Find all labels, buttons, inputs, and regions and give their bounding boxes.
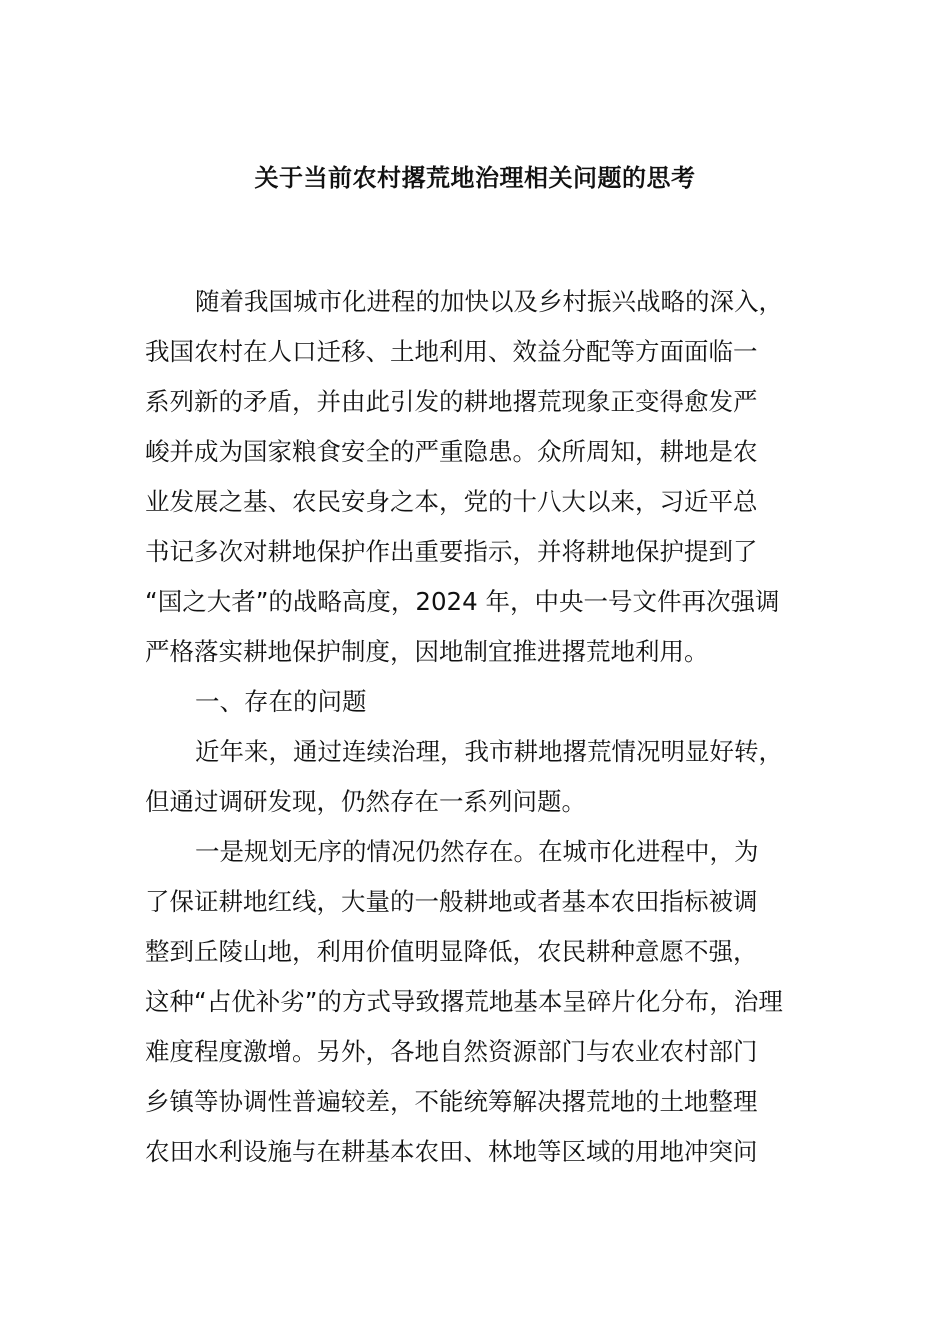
paragraph-line: 峻并成为国家粮食安全的严重隐患。众所周知，耕地是农 xyxy=(145,437,758,466)
paragraph-line: 严格落实耕地保护制度，因地制宜推进撂荒地利用。 xyxy=(145,637,709,666)
paragraph-line: 一是规划无序的情况仍然存在。在城市化进程中，为 xyxy=(195,837,759,866)
paragraph-line: 乡镇等协调性普遍较差，不能统筹解决撂荒地的土地整理 xyxy=(145,1087,758,1116)
paragraph-line: 随着我国城市化进程的加快以及乡村振兴战略的深入， xyxy=(195,287,783,316)
paragraph-line: 业发展之基、农民安身之本，党的十八大以来，习近平总 xyxy=(145,487,758,516)
paragraph-line: 系列新的矛盾，并由此引发的耕地撂荒现象正变得愈发严 xyxy=(145,387,758,416)
paragraph-line: “国之大者”的战略高度，2024 年，中央一号文件再次强调 xyxy=(145,587,780,616)
paragraph-line: 难度程度激增。另外，各地自然资源部门与农业农村部门 xyxy=(145,1037,758,1066)
document-title: 关于当前农村撂荒地治理相关问题的思考 xyxy=(254,164,696,192)
paragraph-line: 书记多次对耕地保护作出重要指示，并将耕地保护提到了 xyxy=(145,537,758,566)
paragraph-line: 近年来，通过连续治理，我市耕地撂荒情况明显好转， xyxy=(195,737,783,766)
paragraph-line: 但通过调研发现，仍然存在一系列问题。 xyxy=(145,787,586,816)
section-heading: 一、存在的问题 xyxy=(195,687,367,716)
paragraph-line: 我国农村在人口迁移、土地利用、效益分配等方面面临一 xyxy=(145,337,758,366)
paragraph-line: 了保证耕地红线，大量的一般耕地或者基本农田指标被调 xyxy=(145,887,758,916)
paragraph-line: 整到丘陵山地，利用价值明显降低，农民耕种意愿不强， xyxy=(145,937,758,966)
paragraph-line: 这种“占优补劣”的方式导致撂荒地基本呈碎片化分布，治理 xyxy=(145,987,783,1016)
paragraph-line: 农田水利设施与在耕基本农田、林地等区域的用地冲突问 xyxy=(145,1137,758,1166)
